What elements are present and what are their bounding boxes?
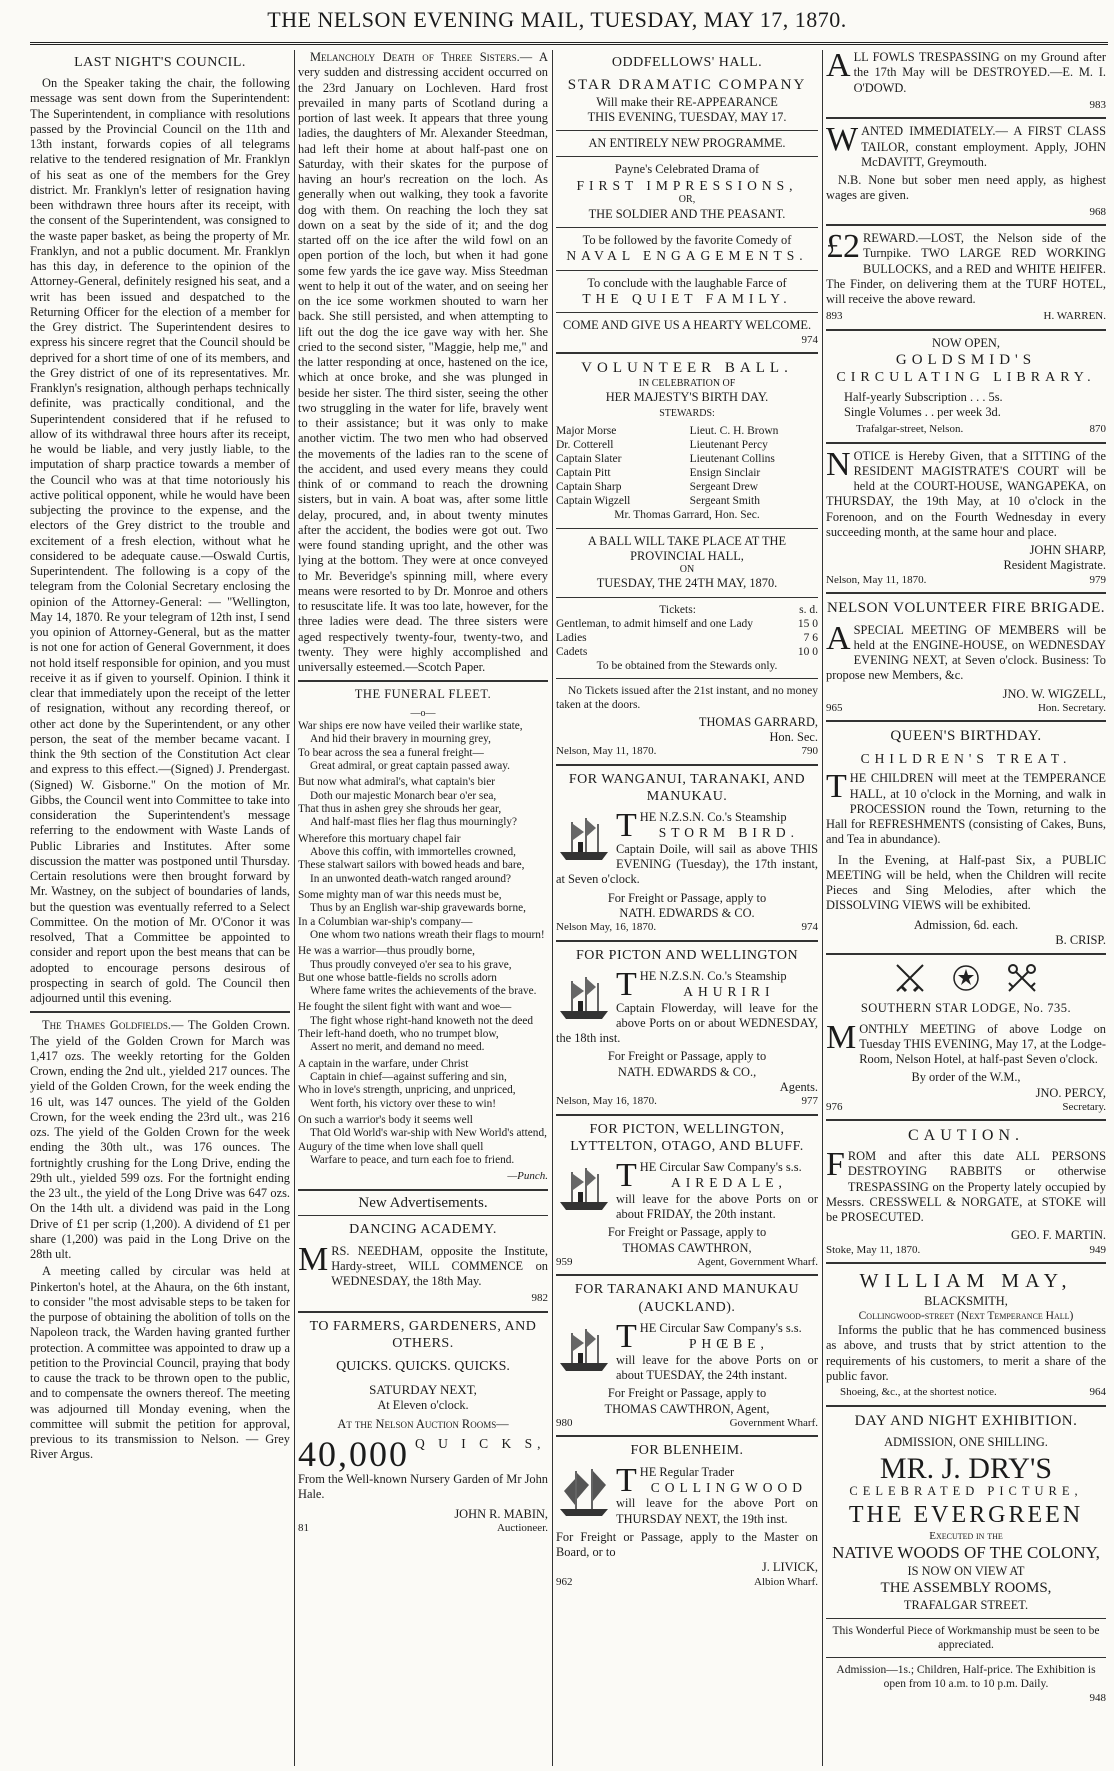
quicks-spaced: Q U I C K S, — [415, 1436, 546, 1451]
crisp-name: B. CRISP. — [1055, 932, 1106, 947]
divider — [826, 592, 1106, 594]
verse-line: A captain in the warfare, under Christ — [298, 1057, 469, 1070]
ad-date: Nelson May, 16, 1870. — [556, 921, 657, 934]
nursery-line: From the Well-known Nursery Garden of Mr John Hale. — [298, 1472, 548, 1502]
ahuriri-name: AHURIRI — [683, 984, 775, 1000]
ad-number: 976 — [826, 1100, 843, 1113]
verse-line: The fight whose right-hand knoweth not the deed — [310, 1014, 534, 1027]
ticket-row — [556, 617, 818, 631]
collingwood-text: will leave for the above Port on THURSDAY NEXT, the 19th inst. — [616, 1496, 818, 1526]
birthday-line: HER MAJESTY'S BIRTH DAY. — [605, 389, 769, 404]
divider — [298, 680, 548, 682]
divider — [826, 1618, 1106, 1619]
trafalgar-line: Trafalgar-street, Nelson. — [856, 423, 964, 436]
quicks-line: QUICKS. QUICKS. QUICKS. — [336, 1359, 510, 1375]
council-title: LAST NIGHT'S COUNCIL. — [74, 55, 246, 70]
ticket-row — [556, 645, 818, 659]
queens-birthday-title: QUEEN'S BIRTHDAY. — [890, 728, 1042, 745]
verse-line: Who in love's strength, unpricing, and unpriced, — [298, 1084, 516, 1097]
rooms-line: At the Nelson Auction Rooms— — [337, 1416, 509, 1431]
divider — [826, 442, 1106, 444]
verse-line: That thus in ashen grey she shrouds her gear, — [298, 802, 502, 815]
ad-number: 949 — [1089, 1243, 1106, 1256]
freight-line: For Freight or Passage, apply to — [607, 1386, 767, 1401]
cawthron-agent: Agent, Government Wharf. — [697, 1255, 818, 1268]
ball-date: TUESDAY, THE 24TH MAY, 1870. — [596, 576, 778, 591]
notice-text: OTICE is Hereby Given, that a SITTING of the RESIDENT MAGISTRATE'S COURT will be held at the COURT-HOUSE, WANGAPEKA, on THURSDAY, the 19th May, at 10 o'clock in the Forenoon, and on the Fourth Wednesday in every succeeding month, at the same hour and place. — [826, 448, 1106, 539]
lyttelton-title: FOR PICTON, WELLINGTON, LYTTELTON, OTAGO, AND BLUFF. — [570, 1121, 804, 1154]
divider — [826, 720, 1106, 722]
steward-name: Captain Pitt — [556, 466, 611, 479]
william-may-title: WILLIAM MAY, — [859, 1270, 1073, 1293]
new-advertisements-banner: New Advertisements. — [298, 1189, 548, 1216]
steward-name: Captain Sharp — [556, 481, 622, 494]
ad-date: Nelson, May 11, 1870. — [826, 573, 927, 586]
divider — [556, 1435, 818, 1437]
treat-text: HE CHILDREN will meet at the TEMPERANCE HALL, at 10 o'clock in the Morning, and walk in PROCESSION round the Town, returning to the Hall for REFRESHMENTS (consisting of Cakes, Buns, and Tea in abundance). — [826, 771, 1106, 847]
ahaura-meeting-body: A meeting called by circular was held at Pinkerton's hotel, at the Ahaura, on the 6th instant, to consider "the most advisable steps to be taken for the purpose of obtaining the abolition of tolls on the Napoleon track, the Warden having granted further protection. A committee was appointed to draw up a petition to the Provincial Council, praying that body to cause the track to be thrown open to the public, and to compensate the owners thereof. The meeting was adjourned till Monday evening, when the committee will submit the petition for approval, previous to its transmission to Nelson. — Grey River Argus. — [30, 1264, 290, 1462]
payne-line: Payne's Celebrated Drama of — [614, 162, 760, 177]
melancholy-heading: Melancholy Death of Three Sisters.— — [310, 50, 533, 64]
dropcap: M — [826, 1018, 857, 1056]
lodge-title: SOUTHERN STAR LODGE, No. 735. — [860, 1001, 1072, 1016]
assembly-line: THE ASSEMBLY ROOMS, — [880, 1580, 1052, 1597]
verse-line: Doth our majestic Monarch bear o'er sea, — [310, 789, 497, 802]
column-rule — [822, 50, 823, 1766]
livick-wharf: Albion Wharf. — [754, 1575, 818, 1588]
percy-name: JNO. PERCY, — [1035, 1085, 1106, 1100]
steamship-icon — [556, 1160, 612, 1216]
verse-line: Thus by an English war-ship gravewards borne, — [310, 902, 526, 915]
ad-number: 982 — [531, 1292, 548, 1305]
crossed-swords-icon — [893, 961, 927, 995]
melancholy-body: A very sudden and distressing accident occurred on the 23rd January on Lochleven. Hard frost prevailed in many parts of Scotland during a portion of last week. It appears that three young ladies, the daughters of Mr. Alexander Steedman, had left their home at about half-past one on Saturday, with their skates for the purpose of having an hour's recreation on the loch. As generally when out walking, they took a favorite dog with them. On reaching the loch they sat down on a seat by the side of it; and the dog started off on the ice after the wild fowl on an open portion of the loch, but when it had gone some few yards the ice gave way. Miss Steedman went to help it out of the water, and on seeing her on the ice some workmen shouted to warn her back. She still persisted, and when attempting to lift out the dog the ice gave way with her. She cried to the second sister, "Maggie, help me," and the latter responding at once, hastened on the ice, which at once broke, and she was plunged in beside her sister. The third sister, seeing the other two struggling in the water for life, bravely went to their assistance; but it was only to make another victim. The two men who had observed the movements of the ladies ran to the scene of the accident, and used every means they could think of or command to reach the drowning sisters, but in vain. A boat was, after some little delay, procured, and, in about twenty minutes after the accident, the bodies were got out. Two were found standing upright, and the other was lying at the bottom. They were at once conveyed to Mr. Beveridge's spinning mill, where every means were resorted to by Dr. Monroe and others to resuscitate life. It was too late, however, for the three ladies were dead. The three sisters were aged respectively twenty-four, twenty-two, and twenty. They were highly accomplished and universally esteemed.—Scotch Paper. — [298, 50, 548, 674]
evening-text: In the Evening, at Half-past Six, a PUBLIC MEETING will be held, when the Children will recite Pieces and Sing Melodies, after which the DISSOLVING VIEWS will be exhibited. — [826, 852, 1106, 913]
steward-name: Captain Slater — [556, 452, 622, 465]
dropcap: F — [826, 1146, 845, 1184]
cawthron-name: THOMAS CAWTHRON, Agent, — [604, 1401, 770, 1416]
steward-name: Major Morse — [556, 424, 617, 437]
halfyear-rate: Half-yearly Subscription . . . 5s. — [844, 389, 1003, 404]
ad-number: 974 — [801, 921, 818, 934]
verse-line: One whom two nations wreath their flags to mourn! — [310, 928, 545, 941]
ad-number: 959 — [556, 1255, 573, 1268]
martin-name: GEO. F. MARTIN. — [1011, 1228, 1106, 1243]
celebration-line: IN CELEBRATION OF — [638, 377, 736, 389]
verse-line: In a Columbian war-ship's company— — [298, 915, 473, 928]
verse-line: These stalwart sailors with bowed heads and bare, — [298, 859, 525, 872]
star-company-title: STAR DRAMATIC COMPANY — [567, 77, 807, 94]
garrard-title: Hon. Sec. — [769, 729, 818, 744]
verse-line: To bear across the sea a funeral freight— — [298, 746, 484, 759]
view-at-line: IS NOW ON VIEW AT — [907, 1564, 1025, 1579]
verse-line: And half-mast flies her flag thus mourningly? — [310, 816, 518, 829]
ad-number: 980 — [556, 1416, 573, 1429]
sharp-title: Resident Magistrate. — [1003, 558, 1106, 573]
garrard-name: THOMAS GARRARD, — [698, 714, 818, 729]
verse-line: Went forth, his victory over these to win! — [310, 1097, 497, 1110]
stewards-label: STEWARDS: — [659, 408, 715, 420]
masthead-rule — [30, 42, 1108, 45]
divider — [556, 940, 818, 942]
steward-name: Lieutenant Percy — [689, 438, 768, 451]
steward-name: Sergeant Smith — [689, 495, 761, 508]
library-title: CIRCULATING LIBRARY. — [836, 370, 1096, 386]
divider — [826, 117, 1106, 119]
verse-line: Where fame writes the achievements of the brave. — [310, 985, 537, 998]
dropcap: T — [616, 1317, 637, 1355]
divider — [826, 224, 1106, 226]
column-1 — [30, 50, 290, 1766]
conclude-line: To conclude with the laughable Farce of — [587, 275, 787, 290]
verse-line: War ships ere now have veiled their warlike state, — [298, 719, 523, 732]
fire-text: SPECIAL MEETING OF MEMBERS will be held at the ENGINE-HOUSE, on WEDNESDAY EVENING NEXT, at Seven o'clock. Business: To propose new Members, &c. — [826, 622, 1106, 683]
tickets-sd: s. d. — [799, 603, 818, 616]
divider — [30, 1011, 290, 1013]
lodge-order: By order of the W.M., — [911, 1070, 1021, 1085]
programme-line: AN ENTIRELY NEW PROGRAMME. — [588, 136, 786, 151]
ad-number: 962 — [556, 1575, 573, 1588]
collingwood-name: COLLINGWOOD — [650, 1479, 807, 1495]
divider — [556, 130, 818, 131]
divider — [826, 1657, 1106, 1658]
verse-line: Above this coffin, with immortelles crowned, — [310, 845, 516, 858]
phoebe-intro: HE Circular Saw Company's s.s. — [639, 1320, 802, 1335]
reward-text: REWARD.—LOST, the Nelson side of the Turnpike. TWO LARGE RED WORKING BULLOCKS, and a RED and WHITE HEIFER. The Finder, on delivering them at the TURF HOTEL, will receive the above reward. — [826, 231, 1106, 307]
ahuriri-intro: HE N.Z.S.N. Co.'s Steamship — [639, 968, 787, 983]
steward-name: Ensign Sinclair — [689, 466, 761, 479]
one-shilling-line: ADMISSION, ONE SHILLING. — [884, 1434, 1048, 1449]
cawthron-name: THOMAS CAWTHRON, — [622, 1240, 752, 1255]
ornament: —o— — [410, 707, 436, 719]
verse-line: He was a warrior—thus proudly borne, — [298, 945, 475, 958]
dancing-text: RS. NEEDHAM, opposite the Institute, Hardy-street, WILL COMMENCE on WEDNESDAY, the 18th May. — [331, 1243, 548, 1289]
steward-name: Lieutenant Collins — [689, 452, 775, 465]
fire-brigade-title: NELSON VOLUNTEER FIRE BRIGADE. — [826, 600, 1106, 617]
taranaki-title: FOR TARANAKI AND MANUKAU (AUCKLAND). — [574, 1282, 800, 1315]
divider — [556, 270, 818, 271]
quiet-family: THE QUIET FAMILY. — [582, 290, 792, 306]
dropcap: W — [826, 121, 859, 159]
verse-line: Warfare to peace, and turn each foe to friend. — [310, 1154, 515, 1167]
divider — [826, 953, 1106, 955]
stormbird-text: Captain Doile, will sail as above THIS EVENING (Tuesday), the 17th instant, at Seven o'clock. — [556, 841, 818, 887]
caution-title: CAUTION. — [908, 1127, 1024, 1145]
steward-name: Lieut. C. H. Brown — [689, 424, 779, 437]
tickets-table — [556, 603, 818, 660]
stewards-right — [690, 424, 818, 509]
steamship-icon — [556, 810, 612, 866]
soldier-line: THE SOLDIER AND THE PEASANT. — [588, 206, 786, 221]
forty-thousand: 40,000 — [298, 1434, 409, 1474]
ad-number: 968 — [1089, 205, 1106, 218]
exhibition-title: DAY AND NIGHT EXHIBITION. — [854, 1412, 1078, 1429]
evergreen-title: THE EVERGREEN — [848, 1501, 1084, 1528]
volunteer-ball-title: VOLUNTEER BALL. — [581, 360, 793, 377]
verse-line: Some mighty man of war this needs must be, — [298, 888, 502, 901]
tickets-none: No Tickets issued after the 21st instant, and no money taken at the doors. — [556, 685, 818, 712]
verse-line: Thus proudly conveyed o'er sea to his grave, — [310, 958, 512, 971]
or-line: OR, — [678, 194, 696, 206]
freight-line: For Freight or Passage, apply to — [607, 890, 767, 905]
dropcap: T — [616, 807, 637, 844]
divider — [826, 1119, 1106, 1121]
childrens-treat-title: CHILDREN'S TREAT. — [860, 750, 1072, 766]
verse-line: He fought the silent fight with want and woe— — [298, 1001, 512, 1014]
dropcap: T — [826, 768, 847, 806]
ticket-price: 10 0 — [797, 645, 818, 658]
ticket-rows — [556, 617, 818, 659]
lodge-text: ONTHLY MEETING of above Lodge on Tuesday THIS EVENING, May 17, at the Lodge-Room, Nelson Hotel, at half-past Seven o'clock. — [859, 1021, 1106, 1067]
ad-number: 979 — [1089, 573, 1106, 586]
thames-body: The Golden Crown. The yield of the Golden Crown for March was 1,417 ozs. The weekly retorting for the Golden Crown, ending the 2nd ult., yielded 217 ounces. The yield of the Golden Crown, for the week ending the 16 ult, was 147 ounces. The yield of the Golden Crown, for the week ending the 23rd ult., was 216 ozs. The yield of the Golden Crown for the week ending the 30th ult., was 176 ounces. The fortnightly crushing for the Long Drive, ending the 29th ult., yielded 599 ozs. For the fortnight ending the 23 ult., the yield of the Long Drive was 647 ozs. On the 14th ult. a dividend was paid in the Long Drive of £1 per scrip (1,200). A dividend of £1 per share (1,200) was paid in the Long Drive on the 28th ult. — [30, 1018, 290, 1262]
wigzell-name: JNO. W. WIGZELL, — [1002, 686, 1106, 701]
ad-number: 965 — [826, 701, 843, 714]
verse-line: But now what admiral's, what captain's bier — [298, 776, 496, 789]
stewards-list — [556, 424, 818, 509]
dropcap: M — [298, 1240, 329, 1278]
funeral-fleet-title: THE FUNERAL FLEET. — [354, 687, 492, 702]
dropcap: A — [826, 50, 851, 84]
oddfellows-title: ODDFELLOWS' HALL. — [611, 55, 763, 70]
reward-name: H. WARREN. — [1043, 310, 1106, 323]
steamship-icon — [556, 1321, 612, 1377]
stormbird-name: STORM BIRD. — [658, 825, 800, 841]
thames-heading: The Thames Goldfields.— — [42, 1018, 184, 1033]
divider — [556, 227, 818, 228]
freight-line: For Freight or Passage, apply to — [607, 1049, 767, 1064]
admission-hours: Admission—1s.; Children, Half-price. The Exhibition is open from 10 a.m. to 10 p.m. Daily. — [836, 1664, 1096, 1691]
stormbird-intro: HE N.Z.S.N. Co.'s Steamship — [639, 810, 787, 824]
divider — [556, 1114, 818, 1116]
ball-place: A BALL WILL TAKE PLACE AT THE PROVINCIAL HALL, — [587, 533, 787, 563]
celebrated-line: CELEBRATED PICTURE, — [849, 1484, 1083, 1499]
verse-line: In an unwonted death-watch ranged around? — [310, 872, 512, 885]
single-rate: Single Volumes . . per week 3d. — [844, 404, 1001, 419]
dropcap: T — [616, 1157, 637, 1195]
goldsmid-title: GOLDSMID'S — [895, 352, 1037, 369]
picton-title: FOR PICTON AND WELLINGTON — [575, 947, 799, 963]
followed-line: To be followed by the favorite Comedy of — [582, 232, 792, 247]
star-moon-icon — [949, 961, 983, 995]
steward-name: Sergeant Drew — [689, 481, 759, 494]
phoebe-name: PHŒBE, — [688, 1336, 769, 1352]
naval-engagements: NAVAL ENGAGEMENTS. — [566, 248, 808, 264]
wanted-text: ANTED IMMEDIATELY.— A FIRST CLASS TAILOR, constant employment. Apply, JOHN McDAVITT, Greymouth. — [861, 124, 1106, 169]
masthead: THE NELSON EVENING MAIL, TUESDAY, MAY 17, 1870. — [267, 7, 847, 32]
ticket-label: Gentleman, to admit himself and one Lady — [556, 617, 754, 630]
caution-text: ROM and after this date ALL PERSONS DESTROYING RABBITS or otherwise TRESPASSING on the Property lately occupied by Messrs. CRESSWELL & NORGATE, at STOKE will be PROSECUTED. — [826, 1149, 1106, 1225]
ad-number: 974 — [801, 333, 818, 346]
first-impressions: FIRST IMPRESSIONS, — [576, 177, 798, 193]
ad-number: 870 — [1089, 423, 1106, 436]
wanted-nb: N.B. None but sober men need apply, as highest wages are given. — [826, 173, 1106, 203]
stewards-left — [556, 424, 684, 509]
may-text: Informs the public that he has commenced business as above, and trusts that by strict attention to the requirements of his customers, to merit a share of the public favor. — [826, 1323, 1106, 1383]
ball-on: ON — [679, 564, 695, 576]
steward-name: Captain Wigzell — [556, 495, 631, 508]
divider — [556, 764, 818, 766]
trafalgar-street-line: TRAFALGAR STREET. — [903, 1597, 1029, 1612]
dropcap: A — [826, 619, 851, 657]
dropcap: T — [616, 965, 637, 1003]
ahuriri-text: Captain Flowerday, will leave for the above Ports on or about WEDNESDAY, the 18th inst. — [556, 1000, 818, 1046]
dry-picture-title: MR. J. DRY'S — [879, 1452, 1053, 1486]
column-rule — [294, 50, 295, 1766]
divider — [556, 678, 818, 679]
mabin-name: JOHN R. MABIN, — [454, 1506, 548, 1521]
divider — [556, 1274, 818, 1276]
ad-date: Stoke, May 11, 1870. — [826, 1243, 921, 1256]
blenheim-title: FOR BLENHEIM. — [630, 1443, 744, 1459]
column-3 — [556, 50, 818, 1766]
crossed-keys-icon — [1005, 961, 1039, 995]
reward-amount: £2 — [826, 228, 860, 266]
council-body: On the Speaker taking the chair, the following message was sent down from the Superintendent: The Superintendent, in compliance with resolutions passed by the Provincial Council on the 11th and 13th instant, forwards copies of all telegrams relative to the tendered resignation of Mr. Franklyn of his seat as one of the members for the Grey district. Mr. Franklyn's letter of resignation having been withdrawn three hours after its receipt, with the consent of the Superintendent, was consigned to the waste paper basket, as being the property of Mr. Franklyn, and not a public document. Mr. Franklyn has this day, in deference to the opinion of the Attorney-General, definitely resigned his seat, and a writ has been issued and despatched to the Returning Officer for the election of a member for the Grey district. The Superintendent desires to express his sincere regret that the Council should be deprived for a short time of one of its members, and the Grey district of one of its representatives. Mr. Franklyn's resignation, although perhaps technically definite, was practically conditional, and the Superintendent considered that if he refused to allow of its withdrawal three hours after its receipt, he would be liable, and very justly liable, to the imputation of sharp practice towards a member of the Council who was at that time notoriously his active political opponent, while he would have been subjecting the province to the expense, and the electors of the Grey district to the trouble and excitement of a fresh election, without what he considered to be adequate cause.—Oswald Curtis, Superintendent. The following is a copy of the telegram from the Colonial Secretary enclosing the opinion of the Attorney-General: — "Wellington, May 14, 1870. Re your telegram of 12th inst, I send you opinion of Attorney-General, but as the matter is not one for action of General Government, it does not hold itself responsible for opinion, and you must receive it as if given to yourself. Opinion. I think it clear that immediately upon the receipt of the letter of resignation, without any recording thereof, or other act done by the Superintendent, or any other person, the seat of the member became vacant. I think the 9th section of the Constitution Act clear and express to this effect.—(Signed) J. Prendergast. (Signed) W. Gisborne." On the motion of Mr. Gibbs, the Council went into Committee to take into consideration the Superintendent's message referring to the endowment with Waste Lands of Public Libraries and Institutes. After some discussion the matter was postponed until Thursday. Certain resolutions were then brought forward by Mr. Wastney, on the subject of boundaries of lands, but the question was eventually referred to a Select Committee. On the motion of Mr. O'Conor it was resolved, That a Committee be appointed to consider and report upon the best means that can be adopted to encourage persons desirous of prospecting in search of gold. The Council then adjourned until this evening. — [30, 76, 290, 1006]
verse-line: And hid their bravery in mourning grey, — [310, 733, 491, 746]
ad-number: 964 — [1089, 1386, 1106, 1399]
dropcap: T — [616, 1461, 637, 1499]
wonderful-line: This Wonderful Piece of Workmanship must be seen to be appreciated. — [832, 1624, 1100, 1652]
freight-line: For Freight or Passage, apply to — [607, 1225, 767, 1240]
verse-line: But one whose battle-fields no scrolls adorn — [298, 971, 497, 984]
phoebe-text: will leave for the above Ports on or about TUESDAY, the 24th instant. — [616, 1352, 818, 1383]
hon-sec-line: Mr. Thomas Garrard, Hon. Sec. — [614, 509, 760, 522]
star-line: THIS EVENING, TUESDAY, MAY 17. — [587, 109, 787, 124]
livick-name: J. LIVICK, — [761, 1560, 818, 1575]
divider — [556, 528, 818, 529]
executed-line: Executed in the — [929, 1529, 1003, 1542]
ad-date: Nelson, May 11, 1870. — [556, 745, 657, 758]
wanganui-title: FOR WANGANUI, TARANAKI, AND MANUKAU. — [568, 771, 806, 804]
column-2 — [298, 50, 548, 1766]
steamship-icon — [556, 969, 612, 1025]
ticket-label: Cadets — [556, 645, 588, 658]
dropcap: N — [826, 445, 851, 483]
farmers-title: TO FARMERS, GARDENERS, AND OTHERS. — [309, 1318, 537, 1352]
airedale-intro: HE Circular Saw Company's s.s. — [639, 1160, 802, 1175]
ad-number: 81 — [298, 1521, 309, 1534]
ad-number: 977 — [801, 1095, 818, 1108]
divider — [826, 1405, 1106, 1407]
divider — [556, 312, 818, 313]
native-woods-line: NATIVE WOODS OF THE COLONY, — [832, 1543, 1100, 1563]
verse-source: —Punch. — [507, 1170, 548, 1183]
star-line: Will make their RE-APPEARANCE — [596, 94, 778, 109]
ticket-row — [556, 631, 818, 645]
funeral-fleet-verse — [298, 720, 548, 1171]
dancing-title: DANCING ACADEMY. — [349, 1222, 497, 1238]
steward-name: Dr. Cotterell — [556, 438, 614, 451]
sailing-ship-icon — [556, 1465, 612, 1521]
blacksmith-line: BLACKSMITH, — [924, 1293, 1008, 1308]
collingwood-intro: HE Regular Trader — [639, 1464, 735, 1479]
come-line: COME AND GIVE US A HEARTY WELCOME. — [562, 318, 812, 333]
ad-number: 983 — [1089, 98, 1106, 111]
column-4 — [826, 50, 1106, 1766]
percy-title: Secretary. — [1062, 1100, 1106, 1113]
divider — [826, 1262, 1106, 1264]
lodge-emblems — [826, 961, 1106, 995]
verse-line: Wherefore this mortuary chapel fair — [298, 832, 461, 845]
divider — [556, 352, 818, 354]
verse-line: Assert no merit, and demand no meed. — [310, 1041, 485, 1054]
divider — [556, 597, 818, 598]
verse-line: Great admiral, or great captain passed away. — [310, 759, 511, 772]
divider — [298, 1311, 548, 1313]
collingwood-freight: For Freight or Passage, apply to the Master on Board, or to — [556, 1529, 818, 1560]
now-open: NOW OPEN, — [932, 335, 1000, 350]
verse-line: Captain in chief—against suffering and sin, — [310, 1071, 507, 1084]
saturday-line: SATURDAY NEXT, — [369, 1381, 477, 1397]
tickets-obtain: To be obtained from the Stewards only. — [596, 660, 778, 673]
ad-number: 948 — [1089, 1691, 1106, 1704]
shoeing-line: Shoeing, &c., at the shortest notice. — [840, 1386, 997, 1399]
ad-number: 790 — [801, 745, 818, 758]
admission-line: Admission, 6d. each. — [913, 917, 1019, 932]
verse-line: Augury of the time when love shall quell — [298, 1140, 484, 1153]
ad-date: Nelson, May 16, 1870. — [556, 1095, 657, 1108]
wigzell-title: Hon. Secretary. — [1037, 701, 1106, 714]
cawthron-agent: Government Wharf. — [729, 1416, 818, 1429]
sharp-name: JOHN SHARP, — [1029, 543, 1106, 558]
auctioneer-label: Auctioneer. — [496, 1521, 548, 1534]
airedale-name: AIREDALE, — [670, 1175, 787, 1191]
divider — [556, 156, 818, 157]
column-rule — [552, 50, 553, 1766]
fowls-text: LL FOWLS TRESPASSING on my Ground after the 17th May will be DESTROYED.—E. M. I. O'DOWD. — [853, 50, 1106, 95]
airedale-text: will leave for the above Ports on or about FRIDAY, the 20th instant. — [616, 1191, 818, 1222]
edwards-name: NATH. EDWARDS & CO. — [619, 905, 755, 920]
divider — [826, 329, 1106, 331]
verse-line: Their left-hand doeth, who no trumpet blow, — [298, 1028, 499, 1041]
ticket-label: Ladies — [556, 631, 587, 644]
agents-label: Agents. — [779, 1079, 818, 1094]
verse-line: On such a warrior's body it seems well — [298, 1114, 473, 1127]
eleven-line: At Eleven o'clock. — [377, 1397, 469, 1412]
ticket-price: 7 6 — [803, 631, 818, 644]
verse-line: That Old World's war-ship with New World's attend, — [310, 1127, 547, 1140]
edwards-name: NATH. EDWARDS & CO., — [617, 1064, 757, 1079]
ad-number: 893 — [826, 310, 843, 323]
collingwood-street-line: Collingwood-street (Next Temperance Hall) — [858, 1309, 1074, 1322]
tickets-label: Tickets: — [659, 603, 696, 616]
ticket-price: 15 0 — [797, 617, 818, 630]
